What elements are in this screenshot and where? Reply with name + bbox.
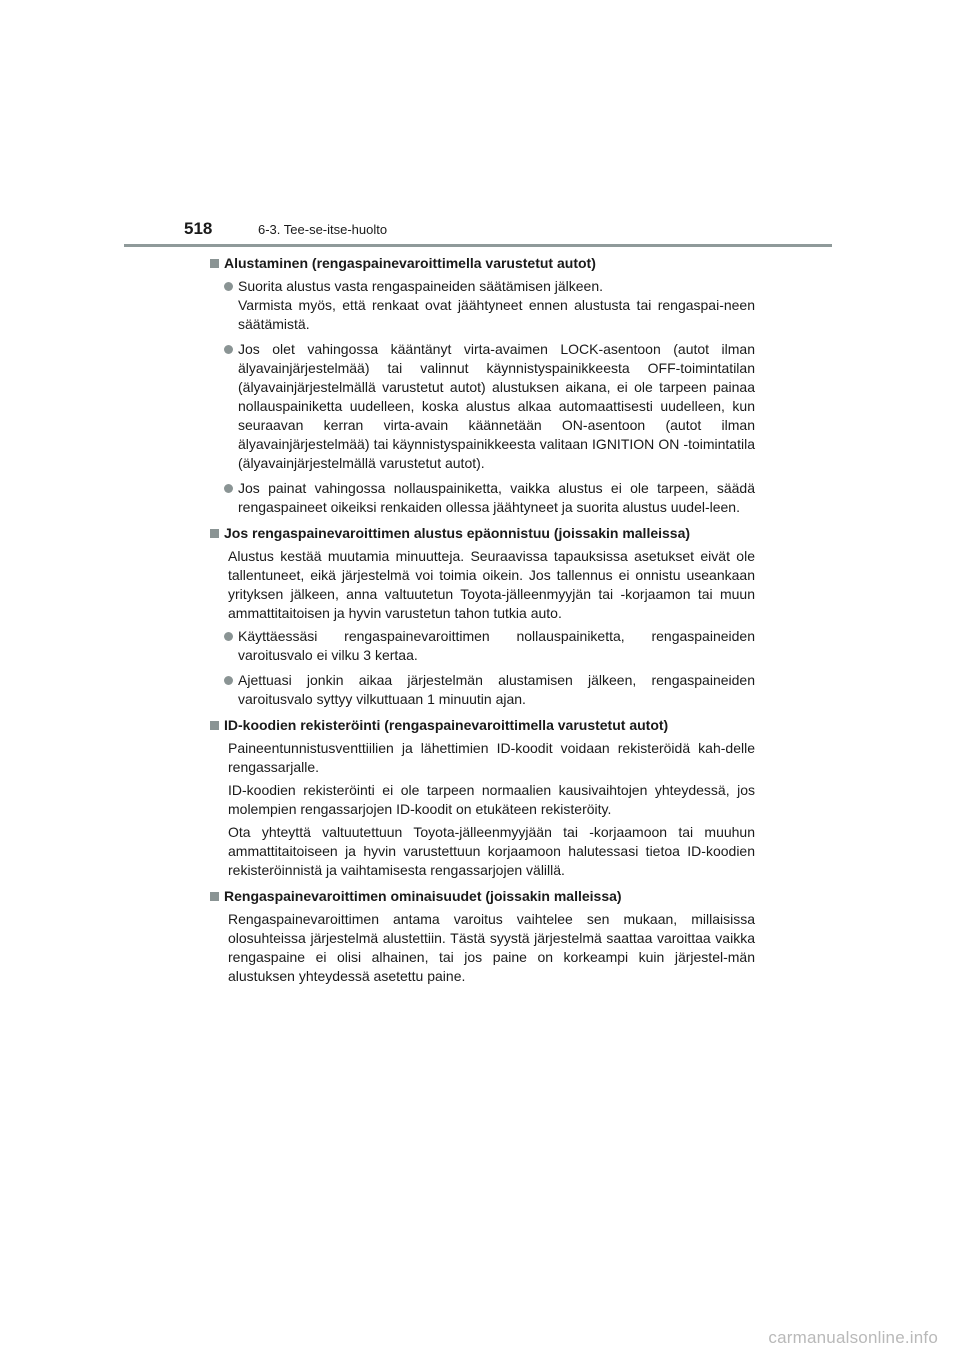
- paragraph: ID-koodien rekisteröinti ei ole tarpeen normaalien kausivaihtojen yhteydessä, jos molempien rengassarjojen ID-koodit on etukäteen rekisteröity.: [228, 782, 755, 817]
- bullet-line: Ajettuasi jonkin aikaa järjestelmän alustamisen jälkeen, rengaspaineiden varoitusvalo syttyy vilkuttuaan 1 minuutin ajan.: [238, 672, 755, 707]
- watermark: carmanualsonline.info: [768, 1328, 938, 1347]
- bullet-item: [224, 340, 755, 473]
- section-heading-text: ID-koodien rekisteröinti (rengaspainevaroittimella varustetut autot): [224, 717, 669, 733]
- section: [210, 887, 755, 986]
- paragraph: Ota yhteyttä valtuutettuun Toyota-jälleenmyyjään tai -korjaamoon tai muuhun ammattitaitoiseen ja hyvin varustettuun korjaamoon halutessasi tietoa ID-koodien rekisteröinnistä ja vaihtamisesta rengassarjojen välillä.: [228, 824, 755, 878]
- section-heading: [210, 887, 755, 906]
- bullet-line: Varmista myös, että renkaat ovat jäähtyneet ennen alustusta tai rengaspai-neen säätämistä.: [238, 297, 755, 332]
- paragraph: Rengaspainevaroittimen antama varoitus vaihtelee sen mukaan, millaisissa olosuhteissa järjestelmä alustettiin. Tästä syystä järjestelmä saattaa varoittaa vaikka rengaspaine ei olisi alhainen, tai jos paine on korkeampi kuin järjestel-män alustuksen yhteydessä asetettu paine.: [228, 911, 755, 984]
- section: [210, 524, 755, 709]
- page-number: 518: [184, 219, 213, 238]
- section: [210, 254, 755, 517]
- bullet-text: [238, 277, 755, 334]
- section-heading: [210, 254, 755, 273]
- bullet-item: [224, 671, 755, 709]
- bullet-item: [224, 627, 755, 665]
- square-bullet-icon: [210, 259, 219, 268]
- circle-bullet-icon: [224, 345, 233, 354]
- bullet-line: Käyttäessäsi rengaspainevaroittimen nollauspainiketta, rengaspaineiden varoitusvalo ei vilku 3 kertaa.: [238, 628, 755, 663]
- circle-bullet-icon: [224, 484, 233, 493]
- paragraph: Alustus kestää muutamia minuutteja. Seuraavissa tapauksissa asetukset eivät ole tallentuneet, eikä järjestelmä voi toimia oikein. Jos tallennus ei onnistu useankaan yrityksen jälkeen, anna valtuutetun Toyota-jälleenmyyjän tai -korjaamon tai muun ammattitaitoisen ja hyvin varustetun tahon tutkia auto.: [228, 548, 755, 621]
- bullet-text: [238, 479, 755, 517]
- bullet-text: [238, 627, 755, 665]
- bullet-item: [224, 277, 755, 334]
- main-content: [210, 254, 755, 993]
- circle-bullet-icon: [224, 676, 233, 685]
- bullet-line: Jos olet vahingossa kääntänyt virta-avaimen LOCK-asentoon (autot ilman älyavainjärjestelmää) tai valinnut käynnistyspainikkeesta OFF-toimintatilan (älyavainjärjestelmällä varustetut autot) alustuksen aikana, ei ole tarpeen painaa nollauspainiketta uudelleen, koska alustus alkaa automaattisesti uudelleen, kun seuraavan kerran virta-avain käännetään ON-asentoon (autot ilman älyavainjärjestelmää) tai käynnistyspainikkeesta valitaan IGNITION ON -toimintatila (älyavainjärjestelmällä varustetut autot).: [238, 341, 755, 471]
- section-heading-text: Alustaminen (rengaspainevaroittimella varustetut autot): [224, 255, 596, 271]
- header-divider: [124, 244, 832, 247]
- circle-bullet-icon: [224, 282, 233, 291]
- paragraph: Paineentunnistusventtiilien ja lähettimien ID-koodit voidaan rekisteröidä kah-delle rengassarjalle.: [228, 740, 755, 775]
- bullet-line: Suorita alustus vasta rengaspaineiden säätämisen jälkeen.: [238, 278, 604, 294]
- section-heading-text: Rengaspainevaroittimen ominaisuudet (joissakin malleissa): [224, 888, 622, 904]
- circle-bullet-icon: [224, 632, 233, 641]
- bullet-text: [238, 340, 755, 473]
- section-heading-text: Jos rengaspainevaroittimen alustus epäonnistuu (joissakin malleissa): [224, 525, 691, 541]
- section: [210, 716, 755, 880]
- chapter-title: 6-3. Tee-se-itse-huolto: [258, 222, 388, 237]
- section-heading: [210, 716, 755, 735]
- section-heading: [210, 524, 755, 543]
- square-bullet-icon: [210, 721, 219, 730]
- square-bullet-icon: [210, 892, 219, 901]
- bullet-line: Jos painat vahingossa nollauspainiketta, vaikka alustus ei ole tarpeen, säädä rengaspaineet oikeiksi renkaiden ollessa jäähtyneet ja suorita alustus uudel-leen.: [238, 480, 755, 515]
- bullet-item: [224, 479, 755, 517]
- square-bullet-icon: [210, 529, 219, 538]
- bullet-text: [238, 671, 755, 709]
